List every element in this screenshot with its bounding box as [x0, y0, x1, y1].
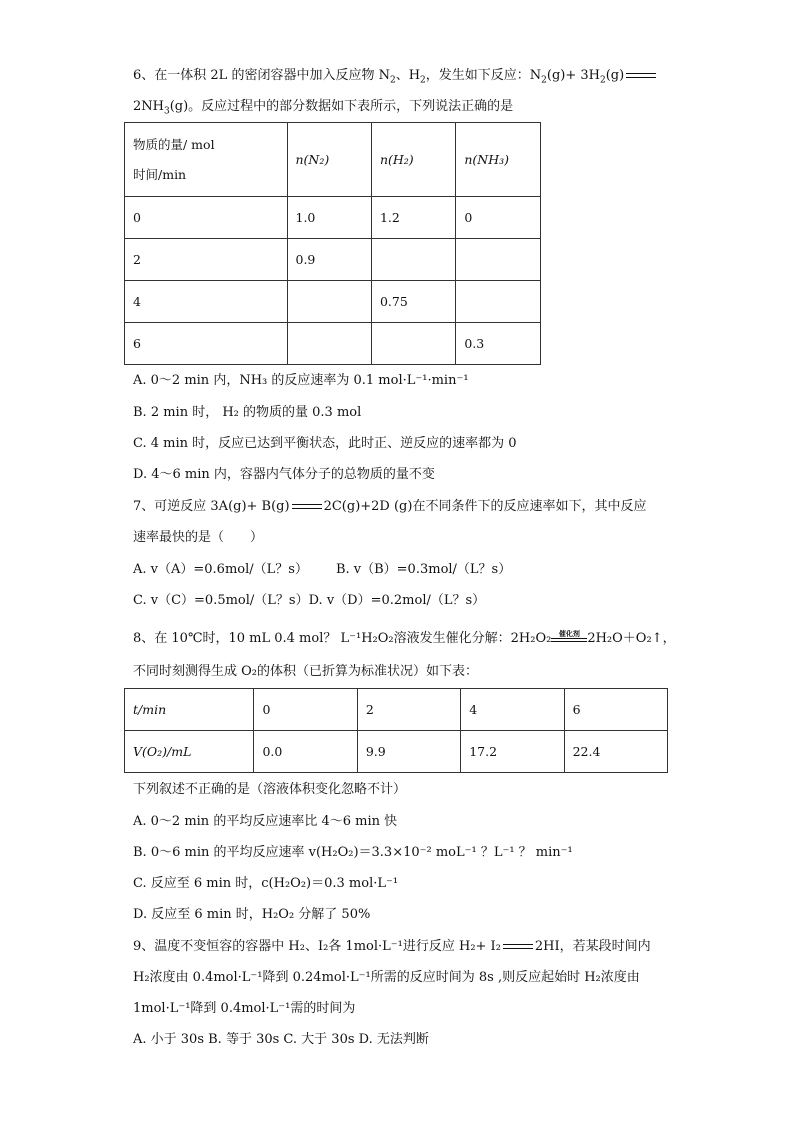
table-cell: 4 [461, 689, 564, 731]
q8-option-d: D. 反应至 6 min 时，H₂O₂ 分解了 50% [133, 907, 371, 922]
q7-stem-line2: 速率最快的是（ ） [133, 530, 264, 545]
table-cell [456, 239, 541, 281]
table-row [125, 323, 541, 365]
table-cell: 6 [125, 323, 288, 365]
q9-stem-line3: 1mol·L⁻¹降到 0.4mol·L⁻¹需的时间为 [133, 1001, 356, 1016]
q8-option-c: C. 反应至 6 min 时，c(H₂O₂)＝0.3 mol·L⁻¹ [133, 876, 399, 891]
table-cell: 1.2 [371, 197, 455, 239]
table-cell: 0.75 [371, 281, 455, 323]
table-row [125, 239, 541, 281]
table-cell: 0.0 [254, 731, 357, 773]
table-cell [287, 281, 371, 323]
equilibrium-arrow-icon [292, 503, 322, 511]
table-row [125, 689, 668, 731]
q6-stem-line1: 6、在一体积 2L 的密闭容器中加入反应物 $N_2$、$H_2$，发生如下反应：$N_2(g)+ 3H_2(g)$ [133, 66, 658, 86]
table-cell: 1.0 [287, 197, 371, 239]
q9-stem-line2: H₂浓度由 0.4mol·L⁻¹降到 0.24mol·L⁻¹所需的反应时间为 8s ,则反应起始时 H₂浓度由 [133, 970, 640, 985]
table-cell [371, 239, 455, 281]
q6-option-b: B. 2 min 时， H₂ 的物质的量 0.3 mol [133, 405, 362, 420]
equilibrium-arrow-icon [503, 943, 533, 951]
table-cell: 9.9 [357, 731, 460, 773]
table-cell: t/min [125, 689, 254, 731]
table-cell [371, 323, 455, 365]
q9-stem-line1: 9、温度不变恒容的容器中 H₂、I₂各 1mol·L⁻¹进行反应 H₂+ I₂ 2HI，若某段时间内 [133, 939, 651, 954]
equilibrium-arrow-icon [626, 72, 656, 80]
table-cell: 4 [125, 281, 288, 323]
q6-col-nh3: n(NH₃) [456, 123, 541, 197]
table-cell [456, 281, 541, 323]
table-cell: 0.9 [287, 239, 371, 281]
table-cell: 2 [357, 689, 460, 731]
table-cell: 17.2 [461, 731, 564, 773]
table-cell: 0 [456, 197, 541, 239]
table-cell: 0 [125, 197, 288, 239]
table-cell: 2 [125, 239, 288, 281]
table-cell: V(O₂)/mL [125, 731, 254, 773]
q8-option-a: A. 0～2 min 的平均反应速率比 4～6 min 快 [133, 814, 398, 829]
q6-stem-line2: $2NH_3(g)$。反应过程中的部分数据如下表所示，下列说法正确的是 [133, 99, 514, 117]
table-cell: 0 [254, 689, 357, 731]
q6-col-h2: n(H₂) [371, 123, 455, 197]
q8-data-table [124, 688, 668, 773]
table-cell [287, 323, 371, 365]
q7-option-cd: C. v（C）=0.5mol/（L？s）D. v（D）=0.2mol/（L？s） [133, 593, 486, 608]
q7-option-ab: A. v（A）=0.6mol/（L？s） B. v（B）=0.3mol/（L？s） [133, 562, 512, 577]
q8-stem-line2: 不同时刻测得生成 O₂的体积（已折算为标准状况）如下表： [133, 664, 479, 679]
q6-data-table [124, 122, 541, 365]
q6-option-a: A. 0～2 min 内，NH₃ 的反应速率为 0.1 mol·L⁻¹·min⁻¹ [133, 373, 469, 388]
q7-stem-line1: 7、可逆反应 3A(g)+ B(g) 2C(g)+2D (g)在不同条件下的反应速率如下，其中反应 [133, 499, 647, 514]
table-cell: 6 [564, 689, 667, 731]
table-row [125, 281, 541, 323]
catalyst-arrow-icon: 催化剂 [551, 632, 587, 646]
table-cell: 0.3 [456, 323, 541, 365]
q8-option-b: B. 0～6 min 的平均反应速率 v(H₂O₂)＝3.3×10⁻² moL⁻¹ ？L⁻¹ ？ min⁻¹ [133, 845, 573, 860]
q9-options: A. 小于 30s B. 等于 30s C. 大于 30s D. 无法判断 [133, 1032, 429, 1047]
table-row [125, 731, 668, 773]
q6-table-header-corner: 物质的量/ mol 时间/min [125, 123, 288, 197]
q6-option-d: D. 4～6 min 内，容器内气体分子的总物质的量不变 [133, 467, 435, 482]
q8-question-stem: 下列叙述不正确的是（溶液体积变化忽略不计） [133, 782, 407, 797]
q8-stem-line1: 8、在 10℃时，10 mL 0.4 mol？ L⁻¹H₂O₂溶液发生催化分解：2H₂O₂ 催化剂 2H₂O＋O₂↑， [133, 628, 676, 646]
q6-option-c: C. 4 min 时，反应已达到平衡状态，此时正、逆反应的速率都为 0 [133, 436, 517, 451]
table-row [125, 197, 541, 239]
q6-col-n2: n(N₂) [287, 123, 371, 197]
table-cell: 22.4 [564, 731, 667, 773]
